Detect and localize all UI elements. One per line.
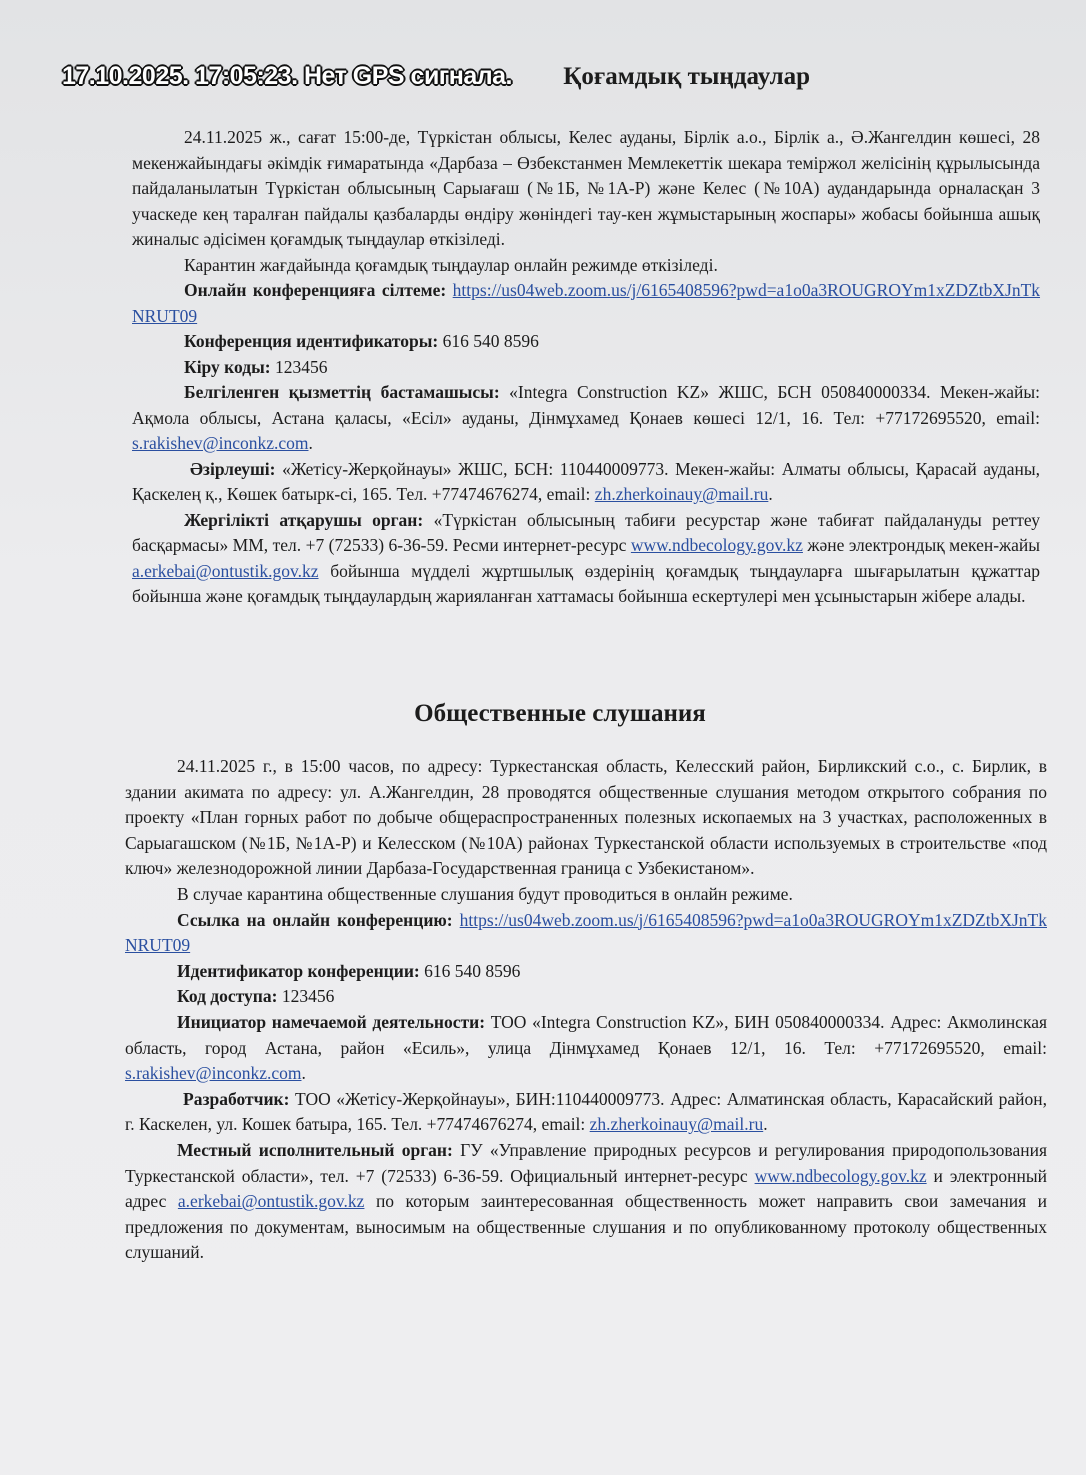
ru-authority-text: ГУ «Управление природных ресурсов и регулирования природопользования Туркестанской области», тел. +7 (72533) 6-36-59. Официальный интернет-ресурс <box>125 1139 1048 1186</box>
kz-authority-site[interactable]: www.ndbecology.gov.kz <box>630 535 803 555</box>
ru-authority-text-3: по которым заинтересованная общественность может направить свои замечания и предложения по документам, выносимым на общественные слушания и по опубликованному протоколу общественных слушаний. <box>125 1191 1048 1263</box>
kz-link-para <box>132 278 1040 329</box>
ru-link-para <box>125 908 1047 959</box>
ru-intro: 24.11.2025 г., в 15:00 часов, по адресу: Туркестанская область, Келесский район, Бирликский с.о., с. Бирлик, в здании акимата по адресу: ул. А.Жангелдин, 28 проводятся общественные слушания методом открытого собрания по проекту «План горных работ по добыче общераспространенных полезных ископаемых на 3 участках, расположенных в Сарыагашском (№1Б, №1А-Р) и Келесском (№10А) районах Туркестанской области используемых в строительстве «под ключ» железнодорожной линии Дарбаза-Государственная граница с Узбекистаном». <box>125 756 1047 879</box>
kz-link-label: Онлайн конференцияға сілтеме: <box>184 280 447 300</box>
ru-code-para <box>125 984 1047 1010</box>
kz-authority-text-3: бойынша мүдделі жұртшылық өздерінің қоғамдық тыңдауларға шығарылатын құжаттар бойынша және қоғамдық тыңдаулардың жарияланған хаттамасы бойынша ескертулері мен ұсыныстарын жібере алады. <box>132 560 1040 606</box>
kz-initiator-label: Белгіленген қызметтің бастамашысы: <box>184 382 500 402</box>
kz-developer-label: Әзірлеуші: <box>190 458 276 479</box>
kz-code-label: Кіру коды: <box>184 356 271 377</box>
ru-developer-text: ТОО «Жетісу-Жерқойнауы», БИН:110440009773. Адрес: Алматинская область, Карасайский район, г. Каскелен, ул. Кошек батыра, 165. Тел. +77474676274, email: <box>125 1088 1047 1135</box>
kz-authority-email[interactable]: a.erkebai@ontustik.gov.kz <box>132 560 319 581</box>
kz-id: 616 540 8596 <box>442 331 539 351</box>
ru-authority-label: Местный исполнительный орган: <box>177 1139 453 1160</box>
kz-authority-label: Жергілікті атқарушы орган: <box>184 509 424 530</box>
kz-code: 123456 <box>275 356 328 377</box>
kz-initiator-email[interactable]: s.rakishev@inconkz.com <box>132 433 309 453</box>
ru-developer-para: Разработчик: ТОО «Жетісу-Жерқойнауы», БИН:110440009773. Адрес: Алматинская область, Карасайский район, г. Каскелен, ул. Кошек батыра, 165. Тел. +77474676274, email: zh.zherkoinauy@mail.ru. <box>125 1088 1047 1135</box>
kz-id-para <box>132 329 1040 355</box>
ru-initiator-para: Инициатор намечаемой деятельности: ТОО «Integra Construction KZ», БИН 050840000334. Адрес: Акмолинская область, город Астана, район «Есиль», улица Дінмұхамед Қонаев 12/1, 16. Тел: +77172695520, email: s.rakishev@inconkz.com. <box>125 1011 1048 1084</box>
ru-initiator-text: ТОО «Integra Construction KZ», БИН 050840000334. Адрес: Акмолинская область, город Астана, район «Есиль», улица Дінмұхамед Қонаев 12/1, 16. Тел: +77172695520, email: <box>125 1011 1048 1058</box>
kz-section <box>132 125 1040 610</box>
kz-authority-text: «Түркістан облысының табиғи ресурстар және табиғат пайдалануды реттеу басқармасы» ММ, тел. +7 (72533) 6-36-59. Ресми интернет-ресурс <box>132 509 1040 555</box>
kz-id-label: Конференция идентификаторы: <box>184 331 439 351</box>
kz-initiator-para: Белгіленген қызметтің бастамашысы: «Integra Construction KZ» ЖШС, БСН 050840000334. Мекен-жайы: Ақмола облысы, Астана қаласы, «Есіл» ауданы, Дінмұхамед Қонаев көшесі 12/1, 16. Тел: +77172695520, email: s.rakishev@inconkz.com. <box>132 382 1040 453</box>
ru-link-label: Ссылка на онлайн конференцию: <box>177 909 453 930</box>
ru-title: Общественные слушания <box>414 700 706 727</box>
kz-title: Қоғамдық тыңдаулар <box>563 63 810 90</box>
kz-authority-text-2: және электрондық мекен-жайы <box>807 535 1041 555</box>
ru-section <box>125 754 1047 1266</box>
ru-id: 616 540 8596 <box>424 960 521 981</box>
kz-zoom-link[interactable]: https://us04web.zoom.us/j/6165408596?pwd=a1o0a3ROUGROYm1xZDZtbXJnTkNRUT09 <box>132 280 1041 326</box>
ru-developer-label: Разработчик: <box>183 1088 290 1109</box>
kz-developer-email[interactable]: zh.zherkoinauy@mail.ru <box>594 484 769 504</box>
kz-developer-para: Әзірлеуші: «Жетісу-Жерқойнауы» ЖШС, БСН: 110440009773. Мекен-жайы: Алматы облысы, Қарасай ауданы, Қаскелең қ., Көшек батырк-сі, 165. Тел. +77474676274, email: zh.zherkoinauy@mail.ru. <box>132 458 1040 504</box>
kz-intro: 24.11.2025 ж., сағат 15:00-де, Түркістан облысы, Келес ауданы, Бірлік а.о., Бірлік а., Ә.Жангелдин көшесі, 28 мекенжайындағы әкімдік ғимаратында «Дарбаза – Өзбекстанмен Мемлекеттік шекара теміржол желісінің құрылысында пайдаланылатын Түркістан облысының Сарыағаш (№1Б, №1А-Р) және Келес (№10А) аудандарында орналасқан 3 учаскеде кең таралған пайдалы қазбаларды өндіру жөніндегі тау-кен жұмыстарының жоспары» жобасы бойынша ашық жиналыс әдісімен қоғамдық тыңдаулар өткізіледі. <box>132 127 1040 249</box>
ru-quarantine: В случае карантина общественные слушания будут проводиться в онлайн режиме. <box>177 883 793 904</box>
photo-timestamp-overlay: 17.10.2025. 17:05:23. Нет GPS сигнала. <box>62 62 512 90</box>
kz-code-para <box>132 355 1040 381</box>
kz-authority-para <box>132 508 1040 610</box>
ru-id-label: Идентификатор конференции: <box>177 960 420 981</box>
ru-zoom-link[interactable]: https://us04web.zoom.us/j/6165408596?pwd=a1o0a3ROUGROYm1xZDZtbXJnTkNRUT09 <box>125 909 1047 956</box>
ru-authority-email[interactable]: a.erkebai@ontustik.gov.kz <box>177 1191 365 1212</box>
ru-authority-text-2: и электронный адрес <box>125 1165 1048 1212</box>
ru-code-label: Код доступа: <box>177 986 278 1007</box>
ru-id-para <box>125 959 1047 985</box>
ru-authority-para <box>125 1138 1047 1266</box>
kz-initiator-text: «Integra Construction KZ» ЖШС, БСН 050840000334. Мекен-жайы: Ақмола облысы, Астана қаласы, «Есіл» ауданы, Дінмұхамед Қонаев көшесі 12/1, 16. Тел: +77172695520, email: <box>132 382 1040 428</box>
ru-developer-email[interactable]: zh.zherkoinauy@mail.ru <box>589 1114 764 1135</box>
kz-developer-text: «Жетісу-Жерқойнауы» ЖШС, БСН: 110440009773. Мекен-жайы: Алматы облысы, Қарасай ауданы, Қаскелең қ., Көшек батырк-сі, 165. Тел. +77474676274, email: <box>132 458 1040 504</box>
ru-initiator-email[interactable]: s.rakishev@inconkz.com <box>125 1063 302 1084</box>
ru-authority-site[interactable]: www.ndbecology.gov.kz <box>754 1165 927 1186</box>
ru-code: 123456 <box>281 986 335 1007</box>
kz-quarantine: Карантин жағдайында қоғамдық тыңдаулар онлайн режимде өткізіледі. <box>184 254 718 275</box>
ru-initiator-label: Инициатор намечаемой деятельности: <box>177 1011 486 1032</box>
